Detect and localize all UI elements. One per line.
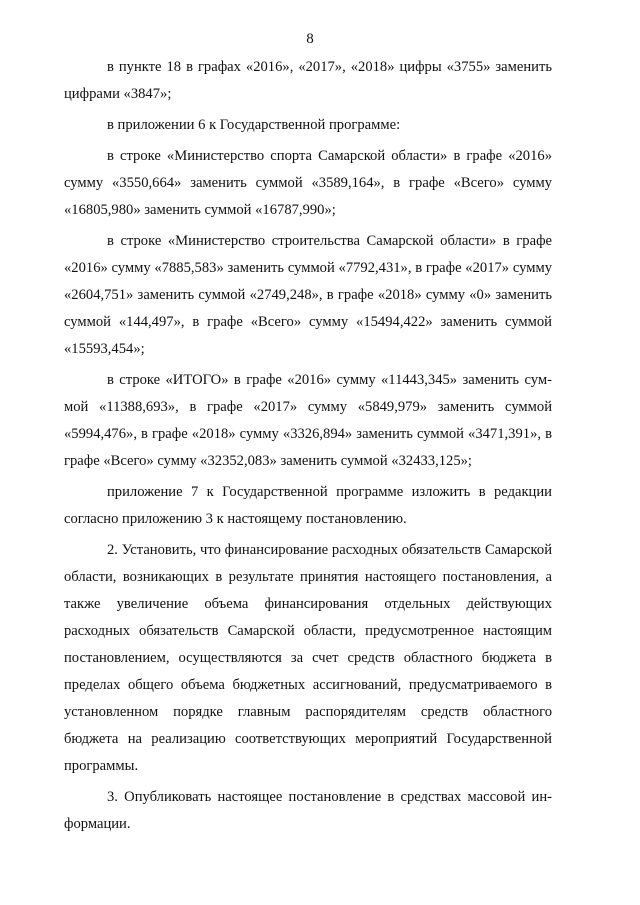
- paragraph-appendix-6-intro: в приложении 6 к Государственной программе:: [107, 117, 401, 133]
- paragraph-section-3-publish: 3. Опубликовать настоящее постановление в средствах массовой информации.: [64, 789, 552, 832]
- page-number: 8: [306, 31, 314, 47]
- paragraph-item-18-update: в пункте 18 в графах «2016», «2017», «2018» цифры «3755» заменить цифрами «3847»;: [64, 59, 552, 102]
- paragraph-section-2-financing: 2. Установить, что финансирование расходных обязательств Самарской области, возникающих в результате принятия настоящего постановления, а также увеличение объема финансирования отдельных действующих расходных обязательств Самарской области, предусмотренное настоящим постановлением, осуществляются за счет средств областного бюджета в пределах общего объема бюджетных ассигнований, предусматриваемого в установленном порядке главным распорядителям средств областного бюджета на реализацию соответствующих мероприятий Государственной программы.: [64, 542, 552, 774]
- document-body: [64, 54, 552, 838]
- paragraph-ministry-construction: в строке «Министерство строительства Самарской области» в графе «2016» сумму «7885,583» заменить суммой «7792,431», в графе «2017» сумму «2604,751» заменить суммой «2749,248», в графе «2018» сумму «0» заменить суммой «144,497», в графе «Всего» сумму «15494,422» заменить суммой «15593,454»;: [64, 233, 552, 357]
- paragraph-total-row: в строке «ИТОГО» в графе «2016» сумму «11443,345» заменить суммой «11388,693», в графе «2017» сумму «5849,979» заменить суммой «5994,476», в графе «2018» сумму «3326,894» заменить суммой «3471,391», в графе «Всего» сумму «32352,083» заменить суммой «32433,125»;: [64, 372, 552, 469]
- paragraph-ministry-sport: в строке «Министерство спорта Самарской области» в графе «2016» сумму «3550,664» заменить суммой «3589,164», в графе «Всего» сумму «16805,980» заменить суммой «16787,990»;: [64, 148, 552, 218]
- paragraph-appendix-7: приложение 7 к Государственной программе изложить в редакции согласно приложению 3 к настоящему постановлению.: [64, 484, 552, 527]
